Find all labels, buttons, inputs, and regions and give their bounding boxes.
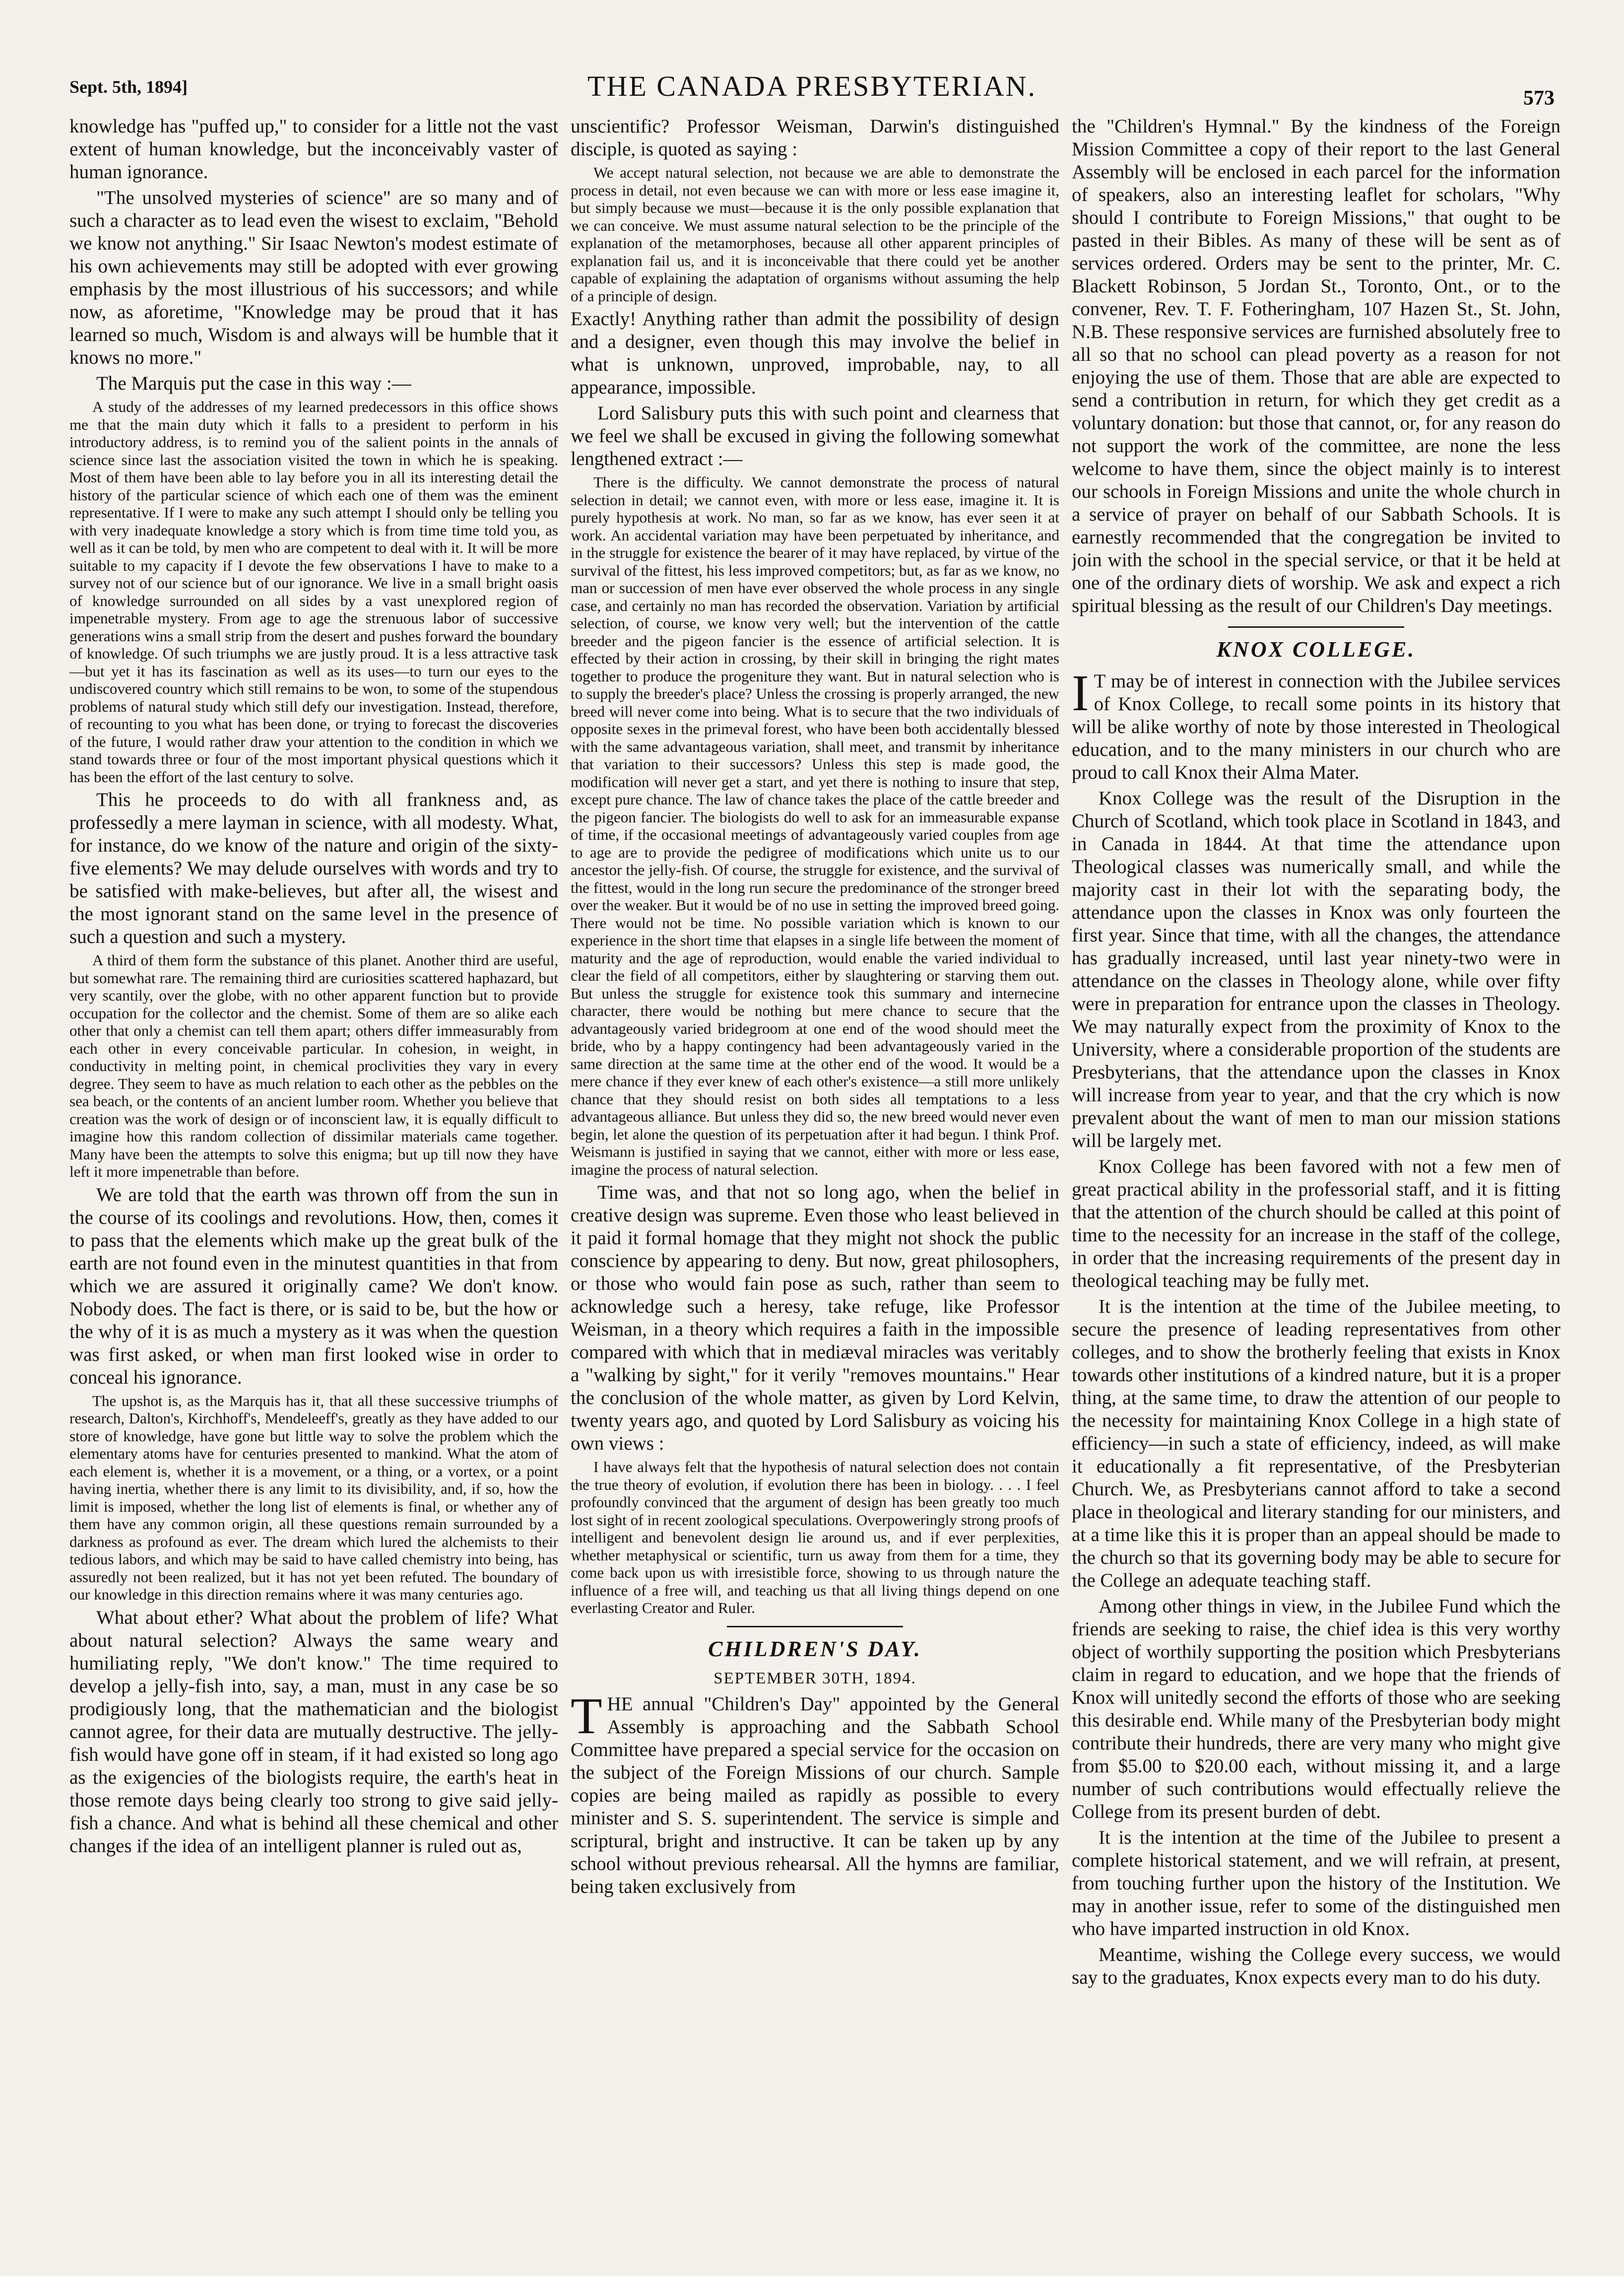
column-3 [1072,115,1560,2249]
masthead-title: THE CANADA PRESBYTERIAN. [587,70,1037,102]
paragraph: It is the intention at the time of the Jubilee meeting, to secure the presence of leading representatives from other colleges, and to show the brotherly feeling that exists in Knox towards other institutions of a kindred nature, but it is a proper thing, at the same time, to draw the attention of our people to the necessity for maintaining Knox College in a high state of efficiency—in such a state of efficiency, indeed, as will make it educationally a fit representative, of the Presbyterian Church. We, as Presbyterians cannot afford to take a second place in theological and literary standing for our ministers, and at a time like this it is proper than an appeal should be made to the church so that its governing body may be able to secure for the College an adequate teaching staff. [1072,1296,1560,1591]
drop-cap: I [1072,665,1089,722]
paragraph [571,1687,1059,1898]
paragraph: What about ether? What about the problem of life? What about natural selection? Always the same weary and humiliating reply, "We don't know." The time required to develop a jelly-fish into, say, a man, must in any case be so prodigiously long, that the mathematician and the biologist cannot agree, for their data are mutually destructive. The jelly-fish would have gone off in steam, if it had existed so long ago as the exigencies of the biologists require, the earth's heat in those remote days being clearly too strong to give said jelly-fish a chance. And what is behind all these chemical and other changes if the idea of an intelligent planner is ruled out as, [69,1607,558,1857]
paragraph-text: HE annual "Children's Day" appointed by the General Assembly is approaching and the Sabbath School Committee have prepared a special service for the occasion on the subject of the Foreign Missions of our church. Sample copies are being mailed as rapidly as possible to every minister and S. S. superintendent. The service is simple and scriptural, bright and instructive. It can be taken up by any school without previous rehearsal. All the hymns are familiar, being taken exclusively from [571,1693,1059,1897]
paragraph: Meantime, wishing the College every success, we would say to the graduates, Knox expects every man to do his duty. [1072,1944,1560,1988]
paragraph: It is the intention at the time of the Jubilee to present a complete historical statement, and we will refrain, at present, from touching further upon the history of the Institution. We may in another issue, refer to some of the distinguished men who have imparted instruction in old Knox. [1072,1827,1560,1940]
quoted-extract: A study of the addresses of my learned predecessors in this office shows me that the main duty which it falls to a president to perform in his introductory address, is to remind you of the salient points in the annals of science since last the association visited the town in which he is speaking. Most of them have been able to lay before you in all its interesting detail the history of the particular science of which each one of them was the eminent representative. If I were to make any such attempt I should only be telling you with very inadequate knowledge a story which is from time time told you, as well as it can be told, by men who are competent to deal with it. It will be more suitable to my capacity if I devote the few observations I have to make to a survey not of our science but of our ignorance. We live in a small bright oasis of knowledge surrounded on all sides by a vast unexplored region of impenetrable mystery. From age to age the strenuous labor of successive generations wins a small strip from the desert and pushes forward the boundary of knowledge. Of such triumphs we are justly proud. It is a less attractive task—but yet it has its fascination as well as its uses—to turn our eyes to the undiscovered country which still remains to be won, to some of the stupendous problems of natural study which still defy our investigation. Instead, therefore, of recounting to you what has been done, or trying to forecast the discoveries of the future, I would rather draw your attention to the condition in which we stand towards three or four of the most important physical questions which it has been the effort of the last century to solve. [69,398,558,786]
page-number: 573 [1523,87,1555,110]
paragraph: unscientific? Professor Weisman, Darwin's distinguished disciple, is quoted as saying : [571,116,1059,160]
quoted-extract: I have always felt that the hypothesis of natural selection does not contain the true theory of evolution, if evolution there has been in biology. . . . I feel profoundly convinced that the argument of design has been greatly too much lost sight of in recent zoological speculations. Overpoweringly strong proofs of intelligent and benevolent design lie around us, and if ever perplexities, whether metaphysical or scientific, turn us away from them for a time, they come back upon us with irresistible force, showing to us through nature the influence of a free will, and teaching us that all living things depend on one everlasting Creator and Ruler. [571,1458,1059,1616]
quoted-extract: There is the difficulty. We cannot demonstrate the process of natural selection in detail; we cannot even, with more or less ease, imagine it. It is purely hypothesis at work. No man, so far as we know, has ever seen it at work. An accidental variation may have been perpetuated by inheritance, and in the struggle for existence the bearer of it may have replaced, by virtue of the survival of the fittest, his less improved competitors; but, as far as we know, no man or succession of men have ever observed the whole process in any single case, and certainly no man has recorded the observation. Variation by artificial selection, of course, we know very well; but the intervention of the cattle breeder and the pigeon fancier is the essence of artificial selection. It is effected by their action in crossing, by their skill in bringing the right mates together to produce the progeniture they want. But in natural selection who is to supply the breeder's place? Unless the crossing is properly arranged, the new breed will never come into being. What is to secure that the two individuals of opposite sexes in the primeval forest, who have been both accidentally blessed with the same advantageous variation, shall meet, and transmit by inheritance that variation to their successors? Unless this step is made good, the modification will never get a start, and yet there is nothing to insure that step, except pure chance. The law of chance takes the place of the cattle breeder and the pigeon fancier. The biologists do well to ask for an immeasurable expanse of time, if the occasional meetings of advantageously varied couples from age to age are to provide the pedigree of modifications which unite us to our ancestor the jelly-fish. Of course, the struggle for existence, and the survival of the fittest, would in the long run secure the predominance of the stronger breed over the weaker. But it would be of no use in setting the improved breed going. There would not be time. No possible variation which is known to our experience in the short time that elapses in a single life between the moment of maturity and the age of reproduction, would enable the varied individual to clear the field of all competitors, either by slaughtering or starving them out. But unless the struggle for existence took this summary and internecine character, there would be nothing but mere chance to secure that the advantageously varied bridegroom at one end of the wood should meet the bride, who by a happy contingency had been advantageously varied in the same direction at the same time at the other end of the wood. It would be a mere chance if they ever knew of each other's existence—a still more unlikely chance that they should resist on both sides all temptations to a less advantageous alliance. But unless they did so, the new breed would never even begin, let alone the question of its perpetuation after it had begun. I think Prof. Weismann is justified in saying that we cannot, either with more or less ease, imagine the process of natural selection. [571,473,1059,1178]
section-heading: CHILDREN'S DAY. [708,1636,922,1661]
column-2 [571,115,1059,2249]
paragraph: the "Children's Hymnal." By the kindness of the Foreign Mission Committee a copy of their report to the last General Assembly will be enclosed in each parcel for the information of speakers, also an interesting leaflet for scholars, "Why should I contribute to Foreign Missions," that ought to be pasted in their Bibles. As many of these will be sent as of services ordered. Orders may be sent to the printer, Mr. C. Blackett Robinson, 5 Jordan St., Toronto, Ont., or to the convener, Rev. T. F. Fotheringham, 107 Hazen St., St. John, N.B. These responsive services are furnished absolutely free to all so that no school can plead poverty as a reason for not enjoying the use of them. Those that are able are expected to send a contribution in return, for which they get credit as a voluntary donation: but those that cannot, or, for any reason do not support the work of the committee, are none the less welcome to have them, since the object mainly is to interest our schools in Foreign Missions and unite the whole church in a service of prayer on behalf of our Sabbath Schools. It is earnestly recommended that the congregation be invited to join with the school in the special service, or that it be held at one of the ordinary diets of worship. We ask and expect a rich spiritual blessing as the result of our Children's Day meetings. [1072,116,1560,616]
paragraph: This he proceeds to do with all frankness and, as professedly a mere layman in science, with all modesty. What, for instance, do we know of the nature and origin of the sixty-five elements? We may delude ourselves with words and try to be satisfied with make-believes, but after all, the wisest and the most ignorant stand on the same level in the presence of such a question and such a mystery. [69,789,558,947]
quoted-extract: A third of them form the substance of this planet. Another third are useful, but somewhat rare. The remaining third are curiosities scattered haphazard, but very scantily, over the globe, with no other apparent function but to provide occupation for the collector and the chemist. Some of them are so alike each other that only a chemist can tell them apart; others differ immeasurably from each other in every conceivable particular. In cohesion, in weight, in conductivity in melting point, in chemical proclivities they vary in every degree. They seem to have as much relation to each other as the pebbles on the sea beach, or the contents of an ancient lumber room. Whether you believe that creation was the work of design or of inconscient law, it is equally difficult to imagine how this random collection of dissimilar materials came together. Many have been the attempts to solve this enigma; but up till now they have left it more impenetrable than before. [69,951,558,1180]
column-1 [69,115,558,2249]
paragraph: Time was, and that not so long ago, when the belief in creative design was supreme. Even those who least believed in it paid it formal homage that they might not shock the public conscience by appearing to deny. But now, great philosophers, or those who would fain pose as such, rather than seem to acknowledge such a heresy, take refuge, like Professor Weisman, in a theory which requires a faith in the impossible compared with which that in mediæval miracles was veritably a "walking by sight," for it verily "removes mountains." Hear the conclusion of the whole matter, as given by Lord Kelvin, twenty years ago, and quoted by Lord Salisbury as voicing his own views : [571,1182,1059,1454]
quoted-extract: We accept natural selection, not because we are able to demonstrate the process in detail, not even because we can with more or less ease imagine it, but simply because we must—because it is the only possible explanation that we can conceive. We must assume natural selection to be the principle of the explanation of the metamorphoses, because all other apparent principles of explanation fail us, and it is inconceivable that there could yet be another capable of explaining the adaptation of organisms without assuming the help of a principle of design. [571,164,1059,305]
paragraph [1072,665,1560,784]
running-header [69,69,1555,110]
paragraph: "The unsolved mysteries of science" are so many and of such a character as to lead even the wisest to exclaim, "Behold we know not anything." Sir Isaac Newton's modest estimate of his own achievements may still be adopted with ever growing emphasis by the most illustrious of his successors; and while now, as aforetime, "Knowledge may be proud that it has learned so much, Wisdom is and always will be humble that it knows no more." [69,187,558,368]
paragraph: Knox College has been favored with not a few men of great practical ability in the professorial staff, and it is fitting that the attention of the church should be called at this point of time to the necessity for an increase in the staff of the college, in order that the increasing requirements of the present day in theological teaching may be fully met. [1072,1156,1560,1291]
paragraph: knowledge has "puffed up," to consider for a little not the vast extent of human knowledge, but the inconceivably vaster of human ignorance. [69,116,558,183]
section-heading: KNOX COLLEGE. [1216,637,1416,662]
paragraph: Exactly! Anything rather than admit the possibility of design and a designer, even though this may involve the belief in what is unknown, unproved, improbable, nay, to all appearance, impossible. [571,308,1059,398]
paragraph: We are told that the earth was thrown off from the sun in the course of its coolings and revolutions. How, then, comes it to pass that the elements which make up the great bulk of the earth are not found even in the minutest quantities in that from which we are assured it originally came? We don't know. Nobody does. The fact is there, or is said to be, but the how or the why of it is as much a mystery as it was when the question was first asked, or when man first looked wise in order to conceal his ignorance. [69,1184,558,1388]
paragraph: The Marquis put the case in this way :— [96,373,411,394]
issue-date: Sept. 5th, 1894] [69,77,188,97]
paragraph: Among other things in view, in the Jubilee Fund which the friends are seeking to raise, the chief idea is this very worthy object of worthily supporting the position which Presbyterians claim in regard to education, and we hope that the friends of Knox will unitedly second the efforts of those who are seeking this desirable end. While many of the Presbyterian body might contribute their hundreds, there are very many who might give from $5.00 to $20.00 each, without missing it, and a large number of such contributions would effectually relieve the College from its present burden of debt. [1072,1596,1560,1822]
quoted-extract: The upshot is, as the Marquis has it, that all these successive triumphs of research, Dalton's, Kirchhoff's, Mendeleeff's, greatly as they have added to our store of knowledge, have gone but little way to solve the problem which the elementary atoms have for centuries presented to mankind. What the atom of each element is, whether it is a movement, or a thing, or a vortex, or a point having inertia, whether there is any limit to its divisibility, and, if so, how the limit is imposed, whether the long list of elements is final, or whether any of them have any common origin, all these questions remain surrounded by a darkness as profound as ever. The dream which lured the alchemists to their tedious labors, and which may be said to have called chemistry into being, has assuredly not been realized, but it has not yet been refuted. The boundary of our knowledge in this direction remains where it was many centuries ago. [69,1392,558,1603]
paragraph-text: T may be of interest in connection with the Jubilee services of Knox College, to recall some points in its history that will be alike worthy of note by those interested in Theological education, and to the many ministers in our church who are proud to call Knox their Alma Mater. [1072,670,1560,783]
section-rule [1228,626,1404,628]
section-dateline: SEPTEMBER 30TH, 1894. [714,1669,916,1687]
paragraph: Knox College was the result of the Disruption in the Church of Scotland, which took place in Scotland in 1843, and in Canada in 1844. At that time the attendance upon Theological classes was numerically small, and while the majority cast in their lot with the separating body, the attendance upon the classes in Knox was only fourteen the first year. Since that time, with all the changes, the attendance has gradually increased, until last year ninety-two were in attendance on the classes in Theology alone, while over fifty were in preparation for entrance upon the classes in Theology. We may naturally expect from the proximity of Knox to the University, where a considerable proportion of the students are Presbyterians, that the attendance upon the classes in Knox will increase from year to year, and that the cry which is now prevalent about the want of men to man our mission stations will be largely met. [1072,788,1560,1151]
section-rule [727,1626,903,1627]
drop-cap: T [571,1687,602,1744]
paragraph: Lord Salisbury puts this with such point and clearness that we feel we shall be excused in giving the following somewhat lengthened extract :— [571,402,1059,469]
